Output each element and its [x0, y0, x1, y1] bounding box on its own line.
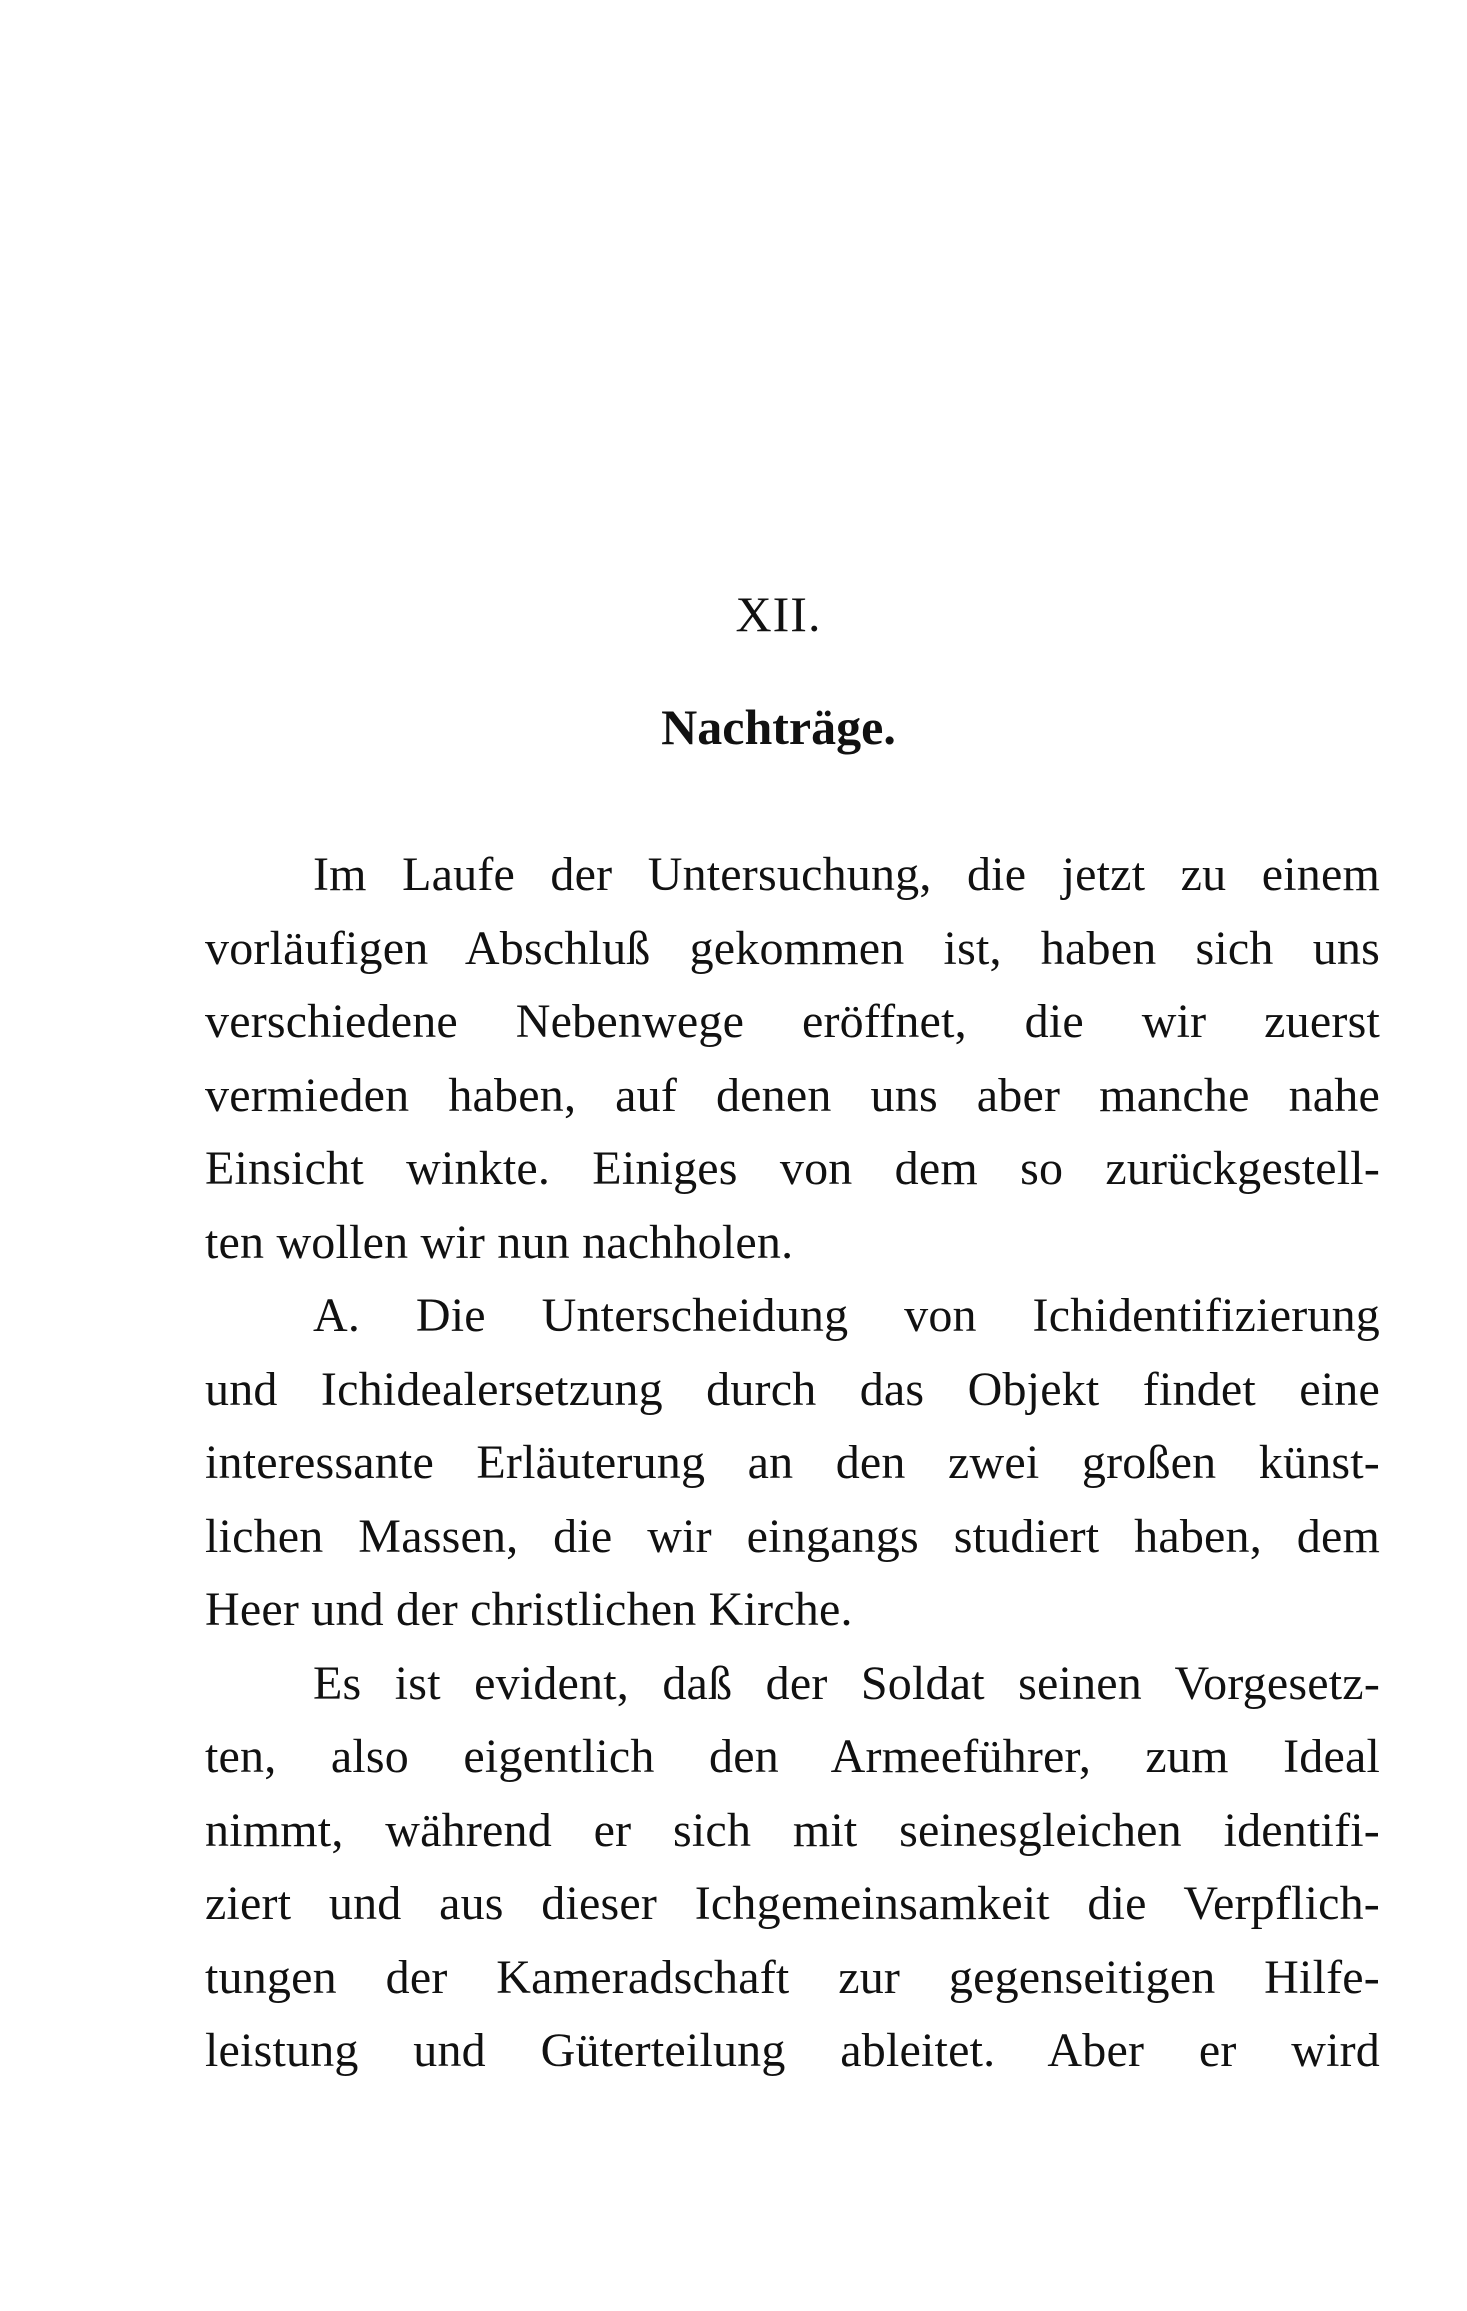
- text-line: A. Die Unterscheidung von Ichidentifizierung: [313, 1289, 1380, 1342]
- text-line: Im Laufe der Untersuchung, die jetzt zu einem: [313, 848, 1380, 901]
- text-line: Es ist evident, daß der Soldat seinen Vorgesetz-: [313, 1656, 1380, 1710]
- text-line: ziert und aus dieser Ichgemeinsamkeit die Verpflich-: [205, 1877, 1380, 1930]
- text-line: vermieden haben, auf denen uns aber manche nahe: [205, 1068, 1380, 1122]
- text-line: verschiedene Nebenwege eröffnet, die wir zuerst: [205, 995, 1380, 1048]
- text-line: ten, also eigentlich den Armeeführer, zum Ideal: [205, 1730, 1380, 1783]
- text-line: und Ichidealersetzung durch das Objekt findet eine: [205, 1362, 1380, 1416]
- text-line: ten wollen wir nun nachholen.: [205, 1215, 794, 1269]
- text-line: lichen Massen, die wir eingangs studiert haben, dem: [205, 1509, 1380, 1563]
- text-line: leistung und Güterteilung ableitet. Aber er wird: [205, 2024, 1380, 2077]
- text-line: interessante Erläuterung an den zwei großen künst-: [205, 1436, 1380, 1489]
- text-line: nimmt, während er sich mit seinesgleichen identifi-: [205, 1803, 1380, 1857]
- body-text: [205, 838, 1380, 2088]
- chapter-title: Nachträge.: [661, 699, 896, 755]
- text-line: Einsicht winkte. Einiges von dem so zurückgestell-: [205, 1142, 1380, 1195]
- chapter-number: XII.: [735, 586, 822, 642]
- text-line: Heer und der christlichen Kirche.: [205, 1583, 853, 1636]
- text-line: vorläufigen Abschluß gekommen ist, haben sich uns: [205, 921, 1380, 975]
- text-line: tungen der Kameradschaft zur gegenseitigen Hilfe-: [205, 1950, 1380, 2004]
